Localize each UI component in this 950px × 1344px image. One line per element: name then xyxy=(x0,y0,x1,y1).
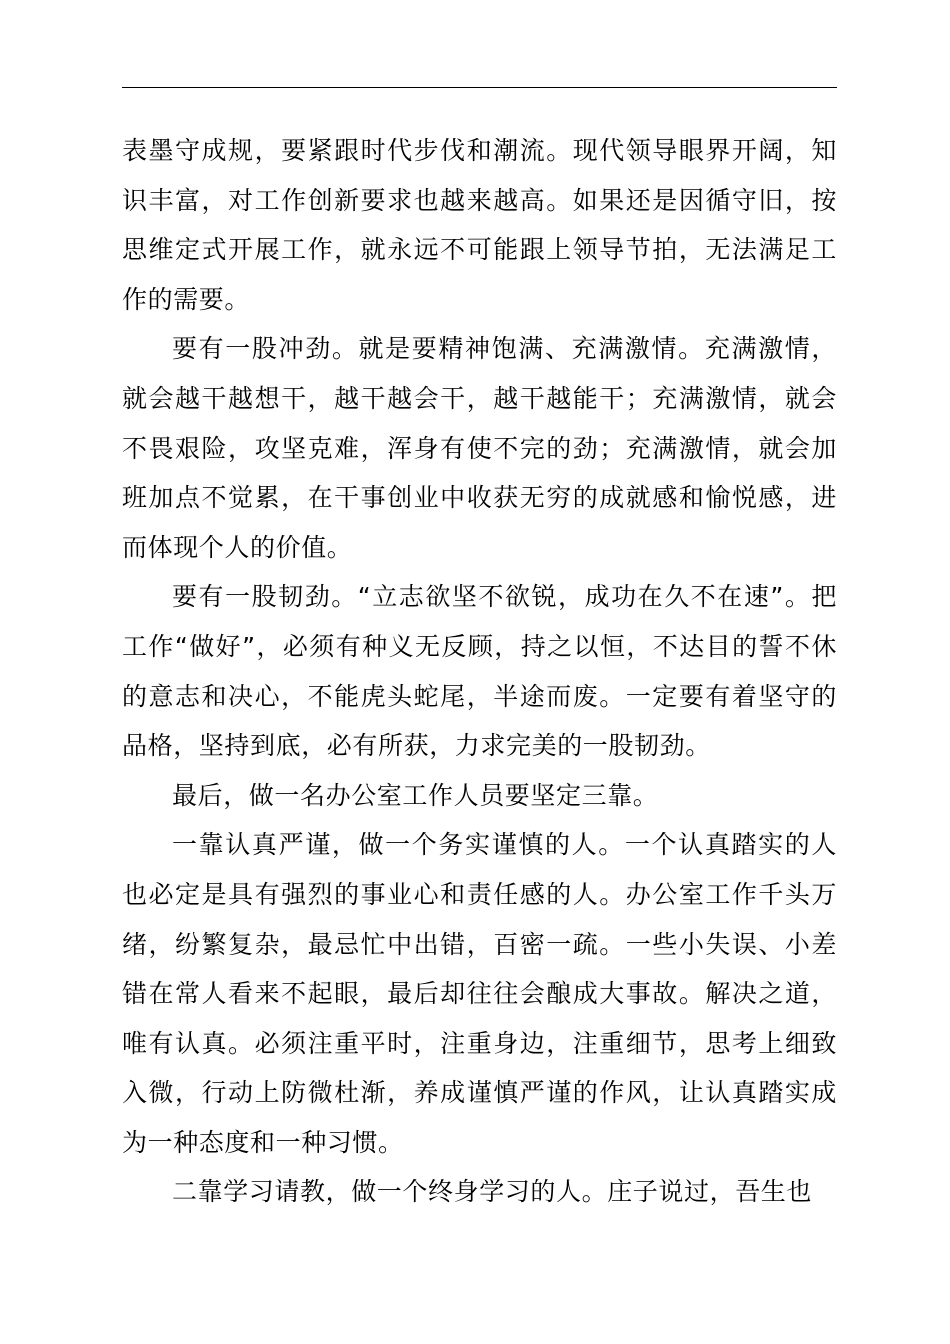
paragraph-yikao: 一靠认真严谨，做一个务实谨慎的人。一个认真踏实的人也必定是具有强烈的事业心和责任感的人。办公室工作千头万绪，纷繁复杂，最忌忙中出错，百密一疏。一些小失误、小差错在常人看来不起眼，最后却往往会酿成大事故。解决之道，唯有认真。必须注重平时，注重身边，注重细节，思考上细致入微，行动上防微杜渐，养成谨慎严谨的作风，让认真踏实成为一种态度和一种习惯。 xyxy=(122,830,837,1157)
paragraph-chongjin: 要有一股冲劲。就是要精神饱满、充满激情。充满激情，就会越干越想干，越干越会干，越干越能干；充满激情，就会不畏艰险，攻坚克难，浑身有使不完的劲；充满激情，就会加班加点不觉累，在干事创业中收获无穷的成就感和愉悦感，进而体现个人的价值。 xyxy=(122,334,837,562)
paragraph-sankao-intro: 最后，做一名办公室工作人员要坚定三靠。 xyxy=(172,780,659,810)
paragraph-renjin: 要有一股韧劲。“立志欲坚不欲锐，成功在久不在速”。把工作“做好”，必须有种义无反顾，持之以恒，不达目的誓不休的意志和决心，不能虎头蛇尾，半途而废。一定要有着坚守的品格，坚持到底，必有所获，力求完美的一股韧劲。 xyxy=(122,582,837,761)
document-body xyxy=(122,126,837,1217)
paragraph-continuation: 表墨守成规，要紧跟时代步伐和潮流。现代领导眼界开阔，知识丰富，对工作创新要求也越来越高。如果还是因循守旧，按思维定式开展工作，就永远不可能跟上领导节拍，无法满足工作的需要。 xyxy=(122,136,837,314)
paragraph-erkao: 二靠学习请教，做一个终身学习的人。庄子说过，吾生也 xyxy=(172,1177,813,1207)
header-rule xyxy=(122,87,837,88)
